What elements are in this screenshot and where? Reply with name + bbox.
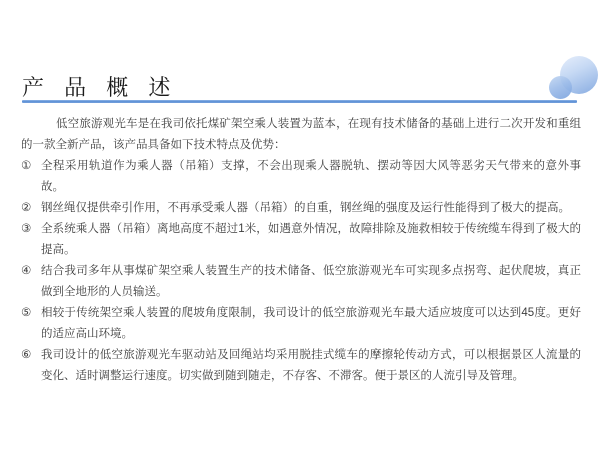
page-title: 产 品 概 述 xyxy=(22,74,178,100)
list-marker: ③ xyxy=(21,223,32,235)
list-marker: ⑤ xyxy=(21,307,32,319)
list-item xyxy=(21,303,581,345)
list-item-text: 钢丝绳仅提供牵引作用，不再承受乘人器（吊箱）的自重，钢丝绳的强度及运行性能得到了极大的提高。 xyxy=(41,202,570,214)
list-item xyxy=(21,198,581,219)
list-item-text: 结合我司多年从事煤矿架空乘人装置生产的技术储备、低空旅游观光车可实现多点拐弯、起伏爬坡，真正做到全地形的人员输送。 xyxy=(41,265,581,298)
list-item xyxy=(21,261,581,303)
list-item-text: 全系统乘人器（吊箱）离地高度不超过1米，如遇意外情况，故障排除及施救相较于传统缆车得到了极大的提高。 xyxy=(41,223,581,256)
list-item xyxy=(21,156,581,198)
list-item xyxy=(21,219,581,261)
list-item-text: 我司设计的低空旅游观光车驱动站及回绳站均采用脱挂式缆车的摩擦轮传动方式，可以根据景区人流量的变化、适时调整运行速度。切实做到随到随走，不存客、不滞客。便于景区的人流引导及管理。 xyxy=(41,349,581,382)
intro-paragraph: 低空旅游观光车是在我司依托煤矿架空乘人装置为蓝本，在现有技术储备的基础上进行二次开发和重组的一款全新产品，该产品具备如下技术特点及优势： xyxy=(21,118,581,151)
list-marker: ② xyxy=(21,202,32,214)
title-underline-rule xyxy=(22,100,577,103)
list-item-text: 全程采用轨道作为乘人器（吊箱）支撑，不会出现乘人器脱轨、摆动等因大风等恶劣天气带来的意外事故。 xyxy=(41,160,581,193)
list-item xyxy=(21,345,581,387)
list-item-text: 相较于传统架空乘人装置的爬坡角度限制，我司设计的低空旅游观光车最大适应坡度可以达到45度。更好的适应高山环境。 xyxy=(41,307,581,340)
list-marker: ④ xyxy=(21,265,32,277)
list-marker: ⑥ xyxy=(21,349,32,361)
feature-list xyxy=(21,156,581,387)
decorative-circle-small xyxy=(549,76,572,99)
list-marker: ① xyxy=(21,160,32,172)
slide-body xyxy=(21,114,581,387)
